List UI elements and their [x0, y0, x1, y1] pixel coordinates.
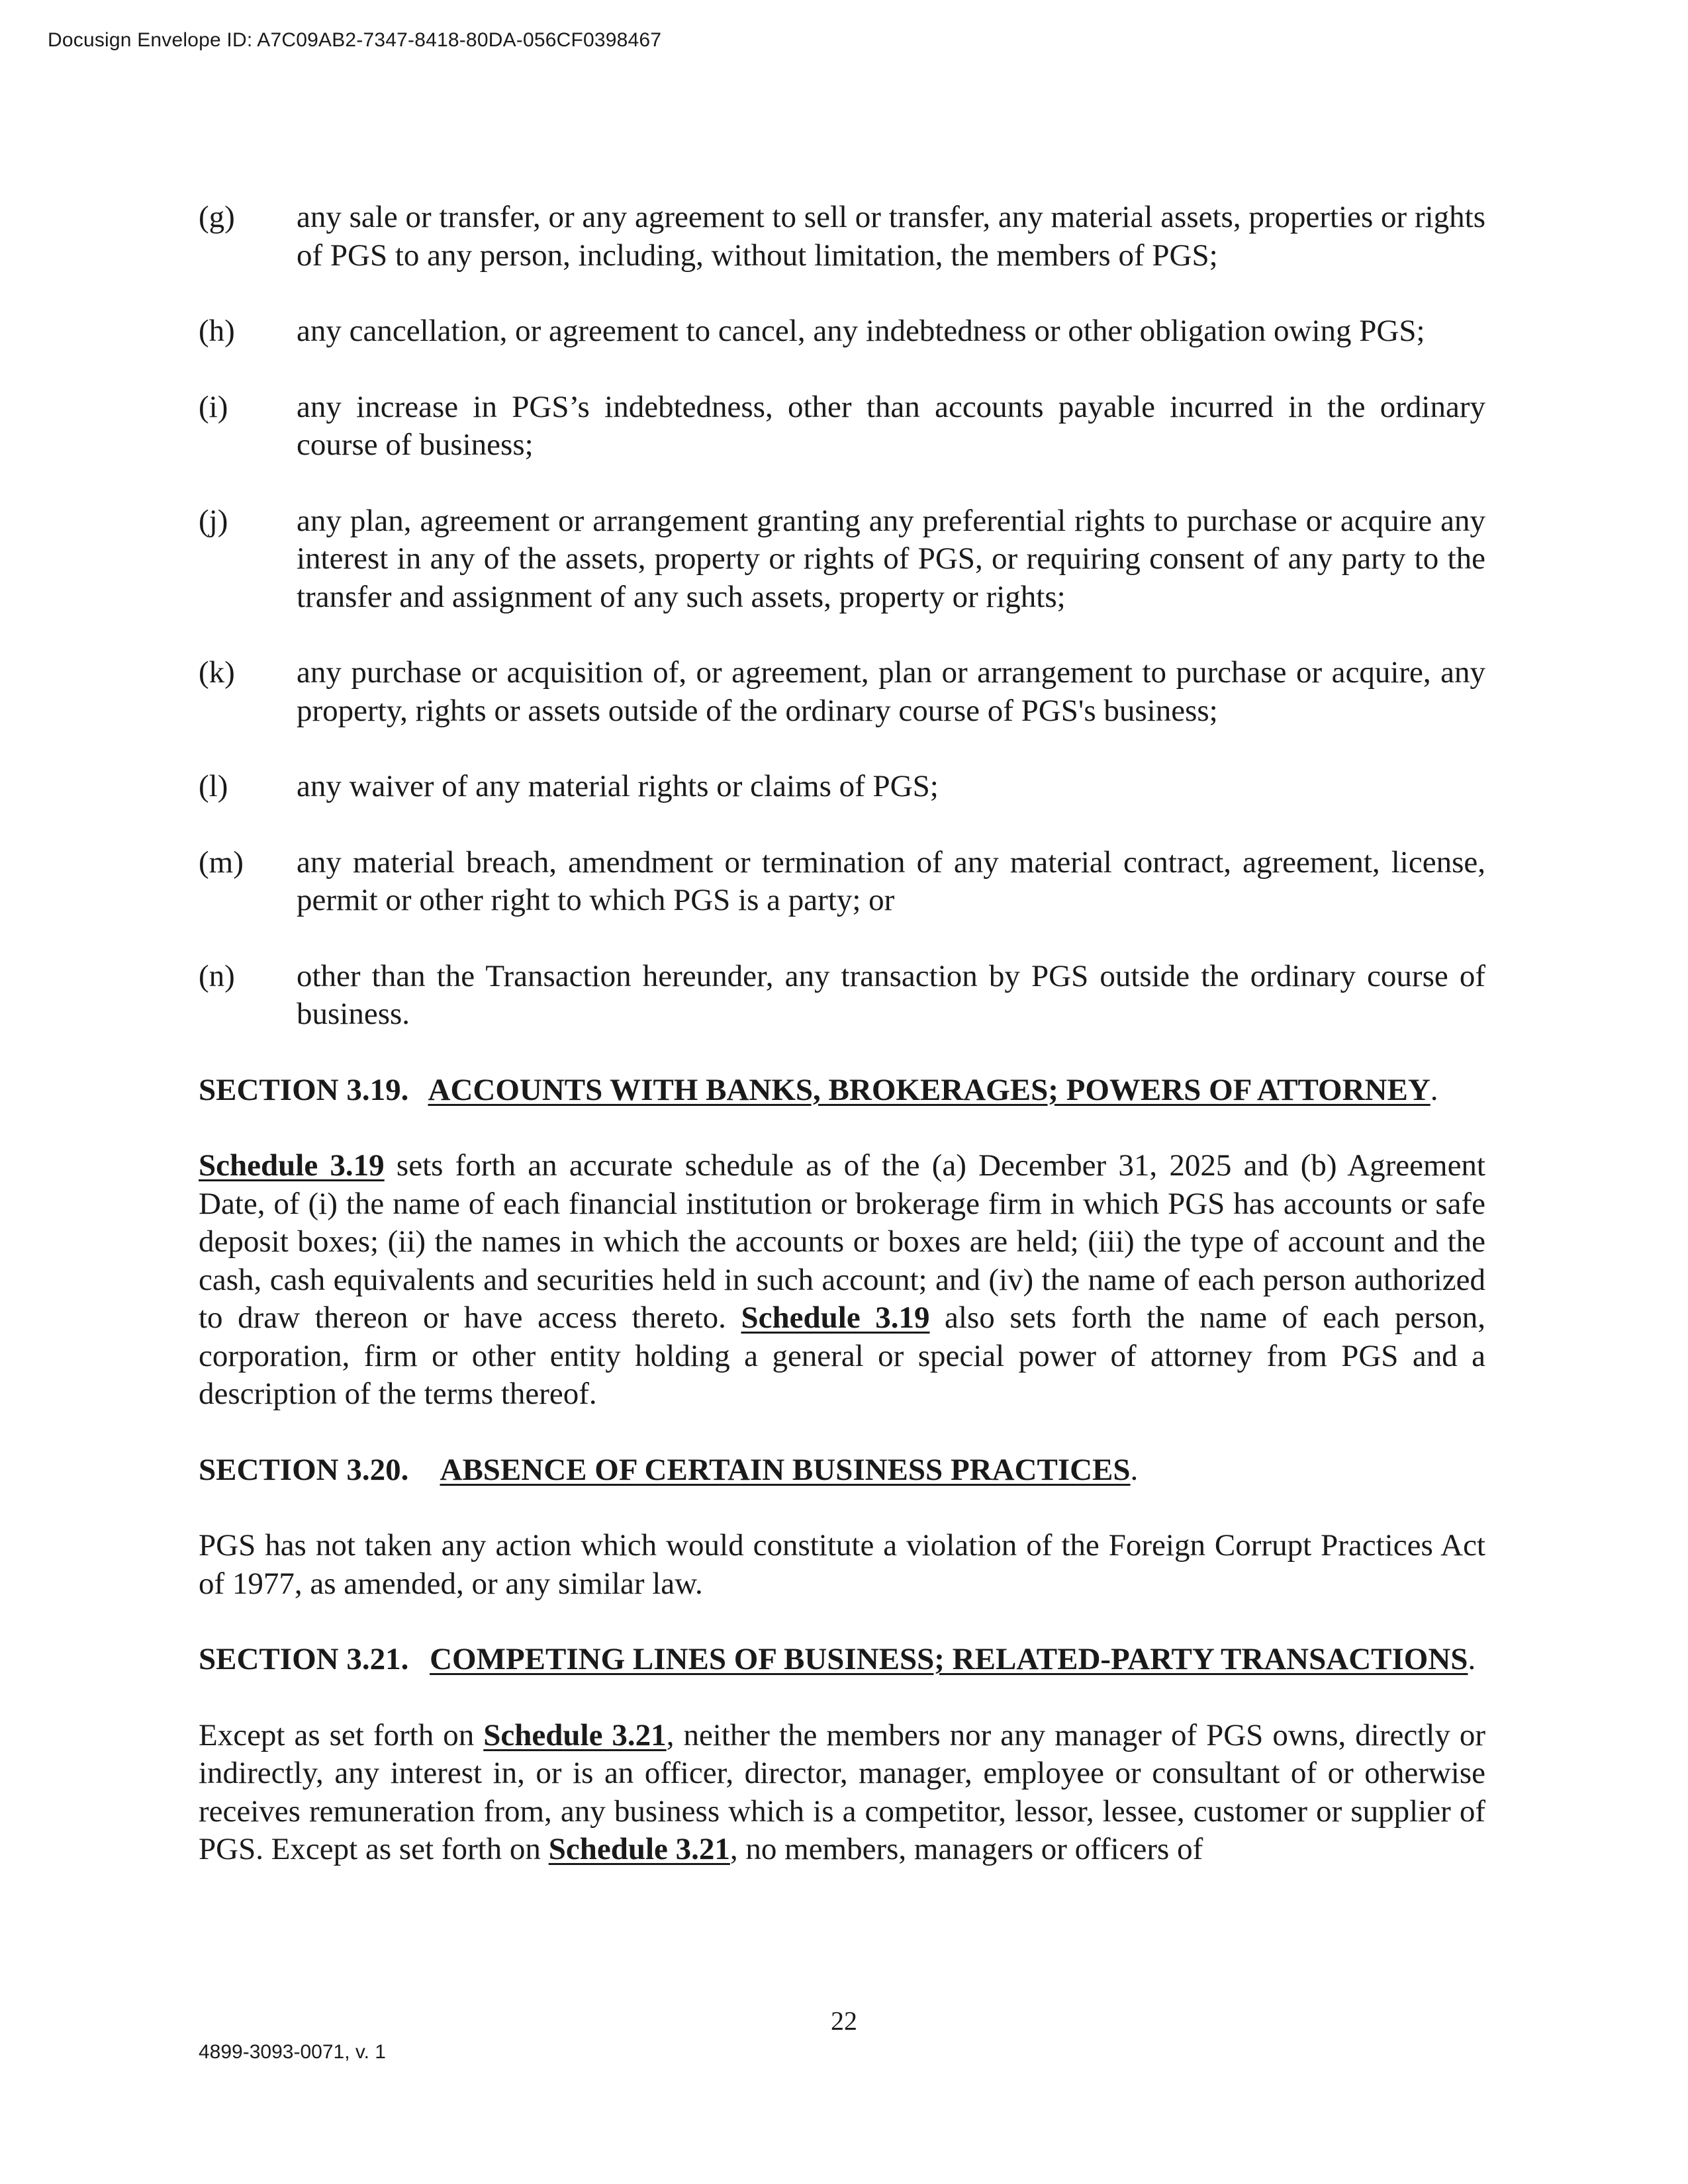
section-3-20-heading [199, 1451, 1485, 1490]
list-item-label: (h) [199, 314, 235, 348]
section-3-19-paragraph [199, 1147, 1485, 1414]
section-number: SECTION 3.21. [199, 1642, 409, 1676]
list-item-label: (k) [199, 655, 235, 690]
list-item-text: any plan, agreement or arrangement granting any preferential rights to purchase or acquire any interest in any of the assets, property or rights of PGS, or requiring consent of any party to the transfer and assignment of any such assets, property or rights; [297, 503, 1485, 614]
paragraph-text: sets forth an accurate schedule as of the (a) December 31, 2025 and (b) Agreement Date, of (i) the name of each financial institution or brokerage firm in which PGS has accounts or safe deposit boxes; (ii) the names in which the accounts or boxes are held; (iii) the type of account and the cash, cash equivalents and securities held in such account; and (iv) the name of each person authorized to draw thereon or have access thereto. [199, 1148, 1485, 1335]
list-item-text: any increase in PGS’s indebtedness, other than accounts payable incurred in the ordinary course of business; [297, 389, 1485, 462]
section-title: COMPETING LINES OF BUSINESS; RELATED-PARTY TRANSACTIONS [430, 1642, 1468, 1676]
list-item-label: (j) [199, 503, 228, 538]
list-item [199, 502, 1485, 617]
schedule-reference: Schedule 3.19 [199, 1148, 385, 1183]
section-number: SECTION 3.19. [199, 1072, 409, 1107]
document-id: 4899-3093-0071, v. 1 [199, 2041, 386, 2063]
section-3-21-paragraph [199, 1717, 1485, 1869]
list-item [199, 312, 1485, 351]
list-item [199, 844, 1485, 920]
section-number: SECTION 3.20. [199, 1452, 409, 1487]
list-item [199, 654, 1485, 730]
document-body [199, 199, 1485, 1907]
list-item-label: (n) [199, 958, 235, 993]
section-3-19-heading [199, 1071, 1485, 1110]
list-item-label: (g) [199, 200, 235, 234]
paragraph-text: Except as set forth on [199, 1717, 484, 1752]
list-item-label: (i) [199, 389, 228, 424]
section-title-period: . [1130, 1452, 1139, 1487]
list-item-label: (l) [199, 769, 228, 803]
list-item-text: any cancellation, or agreement to cancel, any indebtedness or other obligation owing PGS; [297, 314, 1425, 348]
section-3-21-heading [199, 1641, 1485, 1679]
envelope-id: Docusign Envelope ID: A7C09AB2-7347-8418-80DA-056CF0398467 [48, 29, 662, 51]
schedule-reference: Schedule 3.21 [483, 1717, 667, 1752]
list-item [199, 958, 1485, 1034]
schedule-reference: Schedule 3.21 [548, 1832, 730, 1866]
page-number: 22 [831, 2006, 857, 2036]
list-item-label: (m) [199, 844, 244, 880]
list-item-text: any waiver of any material rights or claims of PGS; [297, 769, 939, 803]
section-title-period: . [1468, 1642, 1476, 1676]
section-3-20-paragraph: PGS has not taken any action which would constitute a violation of the Foreign Corrupt Practices Act of 1977, as amended, or any similar law. [199, 1528, 1485, 1601]
paragraph-text: , no members, managers or officers of [729, 1832, 1203, 1866]
section-title: ABSENCE OF CERTAIN BUSINESS PRACTICES [440, 1452, 1131, 1487]
list-item [199, 768, 1485, 806]
list-item [199, 199, 1485, 275]
section-title-period: . [1430, 1072, 1438, 1107]
section-title: ACCOUNTS WITH BANKS, BROKERAGES; POWERS OF ATTORNEY [428, 1072, 1430, 1107]
list-item [199, 388, 1485, 465]
paragraph-text: , neither the members nor any manager of PGS owns, directly or indirectly, any interest in, or is an officer, director, manager, employee or consultant of or otherwise receives remuneration from, any business which is a competitor, lessor, lessee, customer or supplier of PGS. Except as set forth on [199, 1717, 1486, 1866]
list-item-text: any material breach, amendment or termination of any material contract, agreement, license, permit or other right to which PGS is a party; or [297, 844, 1485, 917]
paragraph-text: also sets forth the name of each person, corporation, firm or other entity holding a general or special power of attorney from PGS and a description of the terms thereof. [199, 1300, 1486, 1411]
list-item-text: any purchase or acquisition of, or agreement, plan or arrangement to purchase or acquire, any property, rights or assets outside of the ordinary course of PGS's business; [297, 655, 1485, 728]
list-item-text: any sale or transfer, or any agreement to sell or transfer, any material assets, properties or rights of PGS to any person, including, without limitation, the members of PGS; [297, 200, 1485, 273]
schedule-reference: Schedule 3.19 [741, 1300, 930, 1335]
list-item-text: other than the Transaction hereunder, any transaction by PGS outside the ordinary course of business. [297, 958, 1485, 1031]
